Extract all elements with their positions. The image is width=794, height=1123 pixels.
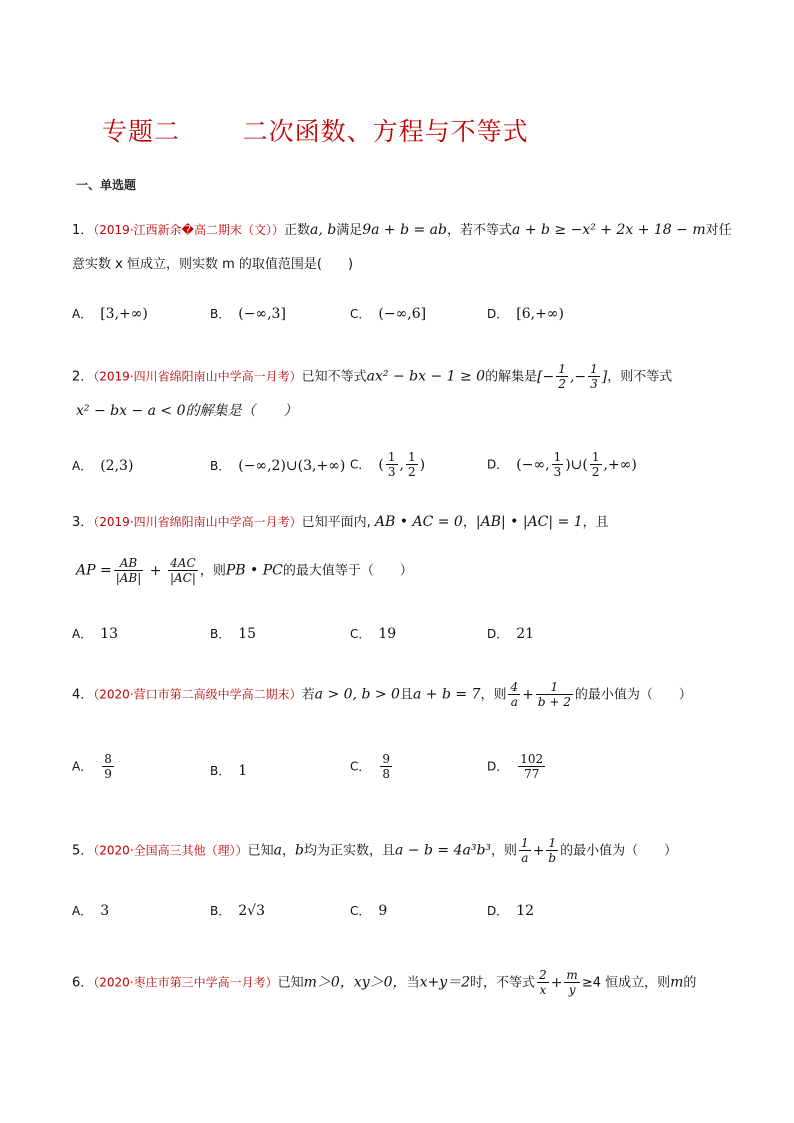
option-value: $\frac{102}{77}$ [520,752,544,781]
option-label: D． [487,457,509,472]
question-number: 2． [72,369,94,385]
question-source: （2019·江西新余�高二期末（文）） [93,223,284,237]
option-value: 15 [238,626,257,642]
option-value: 19 [378,626,397,642]
option-value: 2√3 [238,903,265,919]
question-number: 6． [72,975,94,991]
question-text: 已知 [247,843,274,859]
option-value: ( $\frac{1}{3}$ , $\frac{1}{2}$ ) [378,450,426,479]
option-value: 3 [100,903,110,919]
math-expr: a > 0, b > 0 [314,686,400,703]
option-c[interactable] [350,305,426,322]
question-source: （2020·枣庄市第三中学高一月考） [93,975,278,990]
question-5 [72,836,677,865]
question-text: 对任 [705,223,732,238]
question-text: ， [462,515,476,530]
option-label: B． [210,627,231,641]
option-value: (−∞, $\frac{1}{3}$ )∪( $\frac{1}{2}$ ,+∞) [516,450,637,479]
option-value: 12 [516,903,535,919]
question-text: 的 [683,975,697,991]
option-value: 13 [100,626,119,642]
question-text: 且 [399,687,413,703]
math-expr: a − b = 4a³b³ [395,842,492,859]
option-label: C． [350,759,371,774]
math-expr: a + b ≥ −x² + 2x + 18 − m [512,222,706,238]
question-text: 正数 [283,223,310,238]
section-heading: 一、单选题 [76,178,137,192]
question-text: 已知平面内, [301,515,371,530]
math-expr: m＞0，xy＞0， [303,974,407,991]
option-label: A． [72,307,93,321]
question-4 [72,680,692,709]
math-expr: AP = [76,562,112,579]
math-expr: $\frac{4}{a}$ + $\frac{1}{b + 2}$ [510,680,571,709]
option-label: D． [487,307,509,321]
question-3-line2 [76,556,413,585]
question-text: ，则 [199,563,226,579]
option-value: (−∞,3] [238,306,286,322]
question-text: 的最小值为（ ） [560,843,678,859]
question-2 [72,362,672,391]
option-a[interactable] [72,752,116,781]
option-label: B． [210,307,231,321]
math-expr: m [670,974,684,991]
question-text: ，则 [491,843,518,859]
math-expr: $\frac{AB}{|AB|}$ + $\frac{4AC}{|AC|}$ [115,556,196,585]
option-label: A． [72,759,93,774]
option-value: 9 [378,903,388,919]
question-source: （2019·四川省绵阳南山中学高一月考） [93,369,302,384]
option-b[interactable] [210,457,345,474]
option-a[interactable] [72,305,148,322]
question-1-line2: 意实数 x 恒成立，则实数 m 的取值范围是( ) [72,257,354,272]
question-text: 均为正实数，且 [304,843,396,859]
option-label: C． [350,457,371,472]
option-label: A． [72,459,93,473]
option-value: [6,+∞) [516,306,564,322]
interval-expr: [− $\frac{1}{2}$ ,− $\frac{1}{3}$ ] [537,362,608,391]
option-b[interactable] [210,762,247,779]
math-expr: a, b [309,222,337,238]
question-source: （2020·全国高三其他（理）） [93,843,248,858]
option-label: A． [72,904,93,918]
option-c[interactable] [350,902,387,919]
question-number: 1． [72,223,94,238]
option-b[interactable] [210,305,286,322]
option-label: C． [350,904,371,918]
math-expr: x+y＝2 [419,974,471,991]
option-d[interactable] [487,752,547,781]
question-text: 的最小值为（ ） [574,687,692,703]
option-label: B． [210,904,231,918]
option-label: D． [487,759,509,774]
math-expr: b [295,842,304,859]
option-d[interactable] [487,625,534,642]
question-6 [72,968,696,997]
option-value: 1 [238,763,248,779]
option-label: C． [350,627,371,641]
question-text: ， [282,843,296,859]
question-text: 当 [406,975,420,991]
question-1 [72,221,732,240]
question-text: 时，不等式 [470,975,536,991]
option-value: (−∞,6] [378,306,427,322]
question-source: （2019·四川省绵阳南山中学高一月考） [93,515,302,529]
question-text: ，若不等式 [447,223,513,238]
option-c[interactable] [350,752,394,781]
option-b[interactable] [210,902,265,919]
question-text: 的解集是 [485,369,538,385]
question-text: 已知 [277,975,304,991]
math-expr: a [273,842,283,859]
option-d[interactable] [487,450,637,479]
question-text: 满足 [336,223,363,238]
option-a[interactable] [72,902,109,919]
option-d[interactable] [487,902,534,919]
question-text: 若 [301,687,315,703]
math-expr: AB • AC = 0 [374,514,463,530]
question-text: ，则不等式 [607,369,673,385]
page-title: 专题二 二次函数、方程与不等式 [102,117,529,146]
option-value: 21 [516,626,535,642]
question-2-line2: x² − bx − a < 0的解集是（ ） [76,403,298,419]
math-expr: 9a + b = ab [362,222,447,238]
option-b[interactable] [210,625,256,642]
option-a[interactable] [72,457,133,474]
question-number: 4． [72,687,94,703]
option-value: (2,3) [100,458,134,474]
math-expr: $\frac{2}{x}$ + $\frac{m}{y}$ [539,968,578,997]
option-value: (−∞,2)∪(3,+∞) [238,458,346,474]
option-label: B． [210,459,231,473]
question-number: 3． [72,515,94,530]
option-c[interactable] [350,625,396,642]
option-value: $\frac{9}{8}$ [382,752,391,781]
question-number: 5． [72,843,94,859]
math-expr: |AB| • |AC| = 1 [475,514,583,530]
question-text: ≥4 恒成立，则 [581,975,671,991]
option-label: B． [210,764,231,778]
question-text: ，且 [582,515,609,530]
option-label: C． [350,307,371,321]
question-text: 已知不等式 [301,369,367,385]
option-label: D． [487,627,509,641]
question-3 [72,513,609,532]
math-expr: a + b = 7 [412,686,481,703]
question-text: 的最大值等于（ ） [282,563,413,579]
option-label: A． [72,627,93,641]
option-value: [3,+∞) [100,306,148,322]
question-source: （2020·营口市第二高级中学高二期末） [93,687,302,702]
option-a[interactable] [72,625,118,642]
math-expr: PB • PC [225,562,283,579]
option-c[interactable] [350,450,425,479]
option-label: D． [487,904,509,918]
option-value: $\frac{8}{9}$ [104,752,112,781]
question-text: ，则 [480,687,507,703]
option-d[interactable] [487,305,564,322]
math-expr: ax² − bx − 1 ≥ 0 [366,368,486,385]
math-expr: $\frac{1}{a}$ + $\frac{1}{b}$ [521,836,557,865]
